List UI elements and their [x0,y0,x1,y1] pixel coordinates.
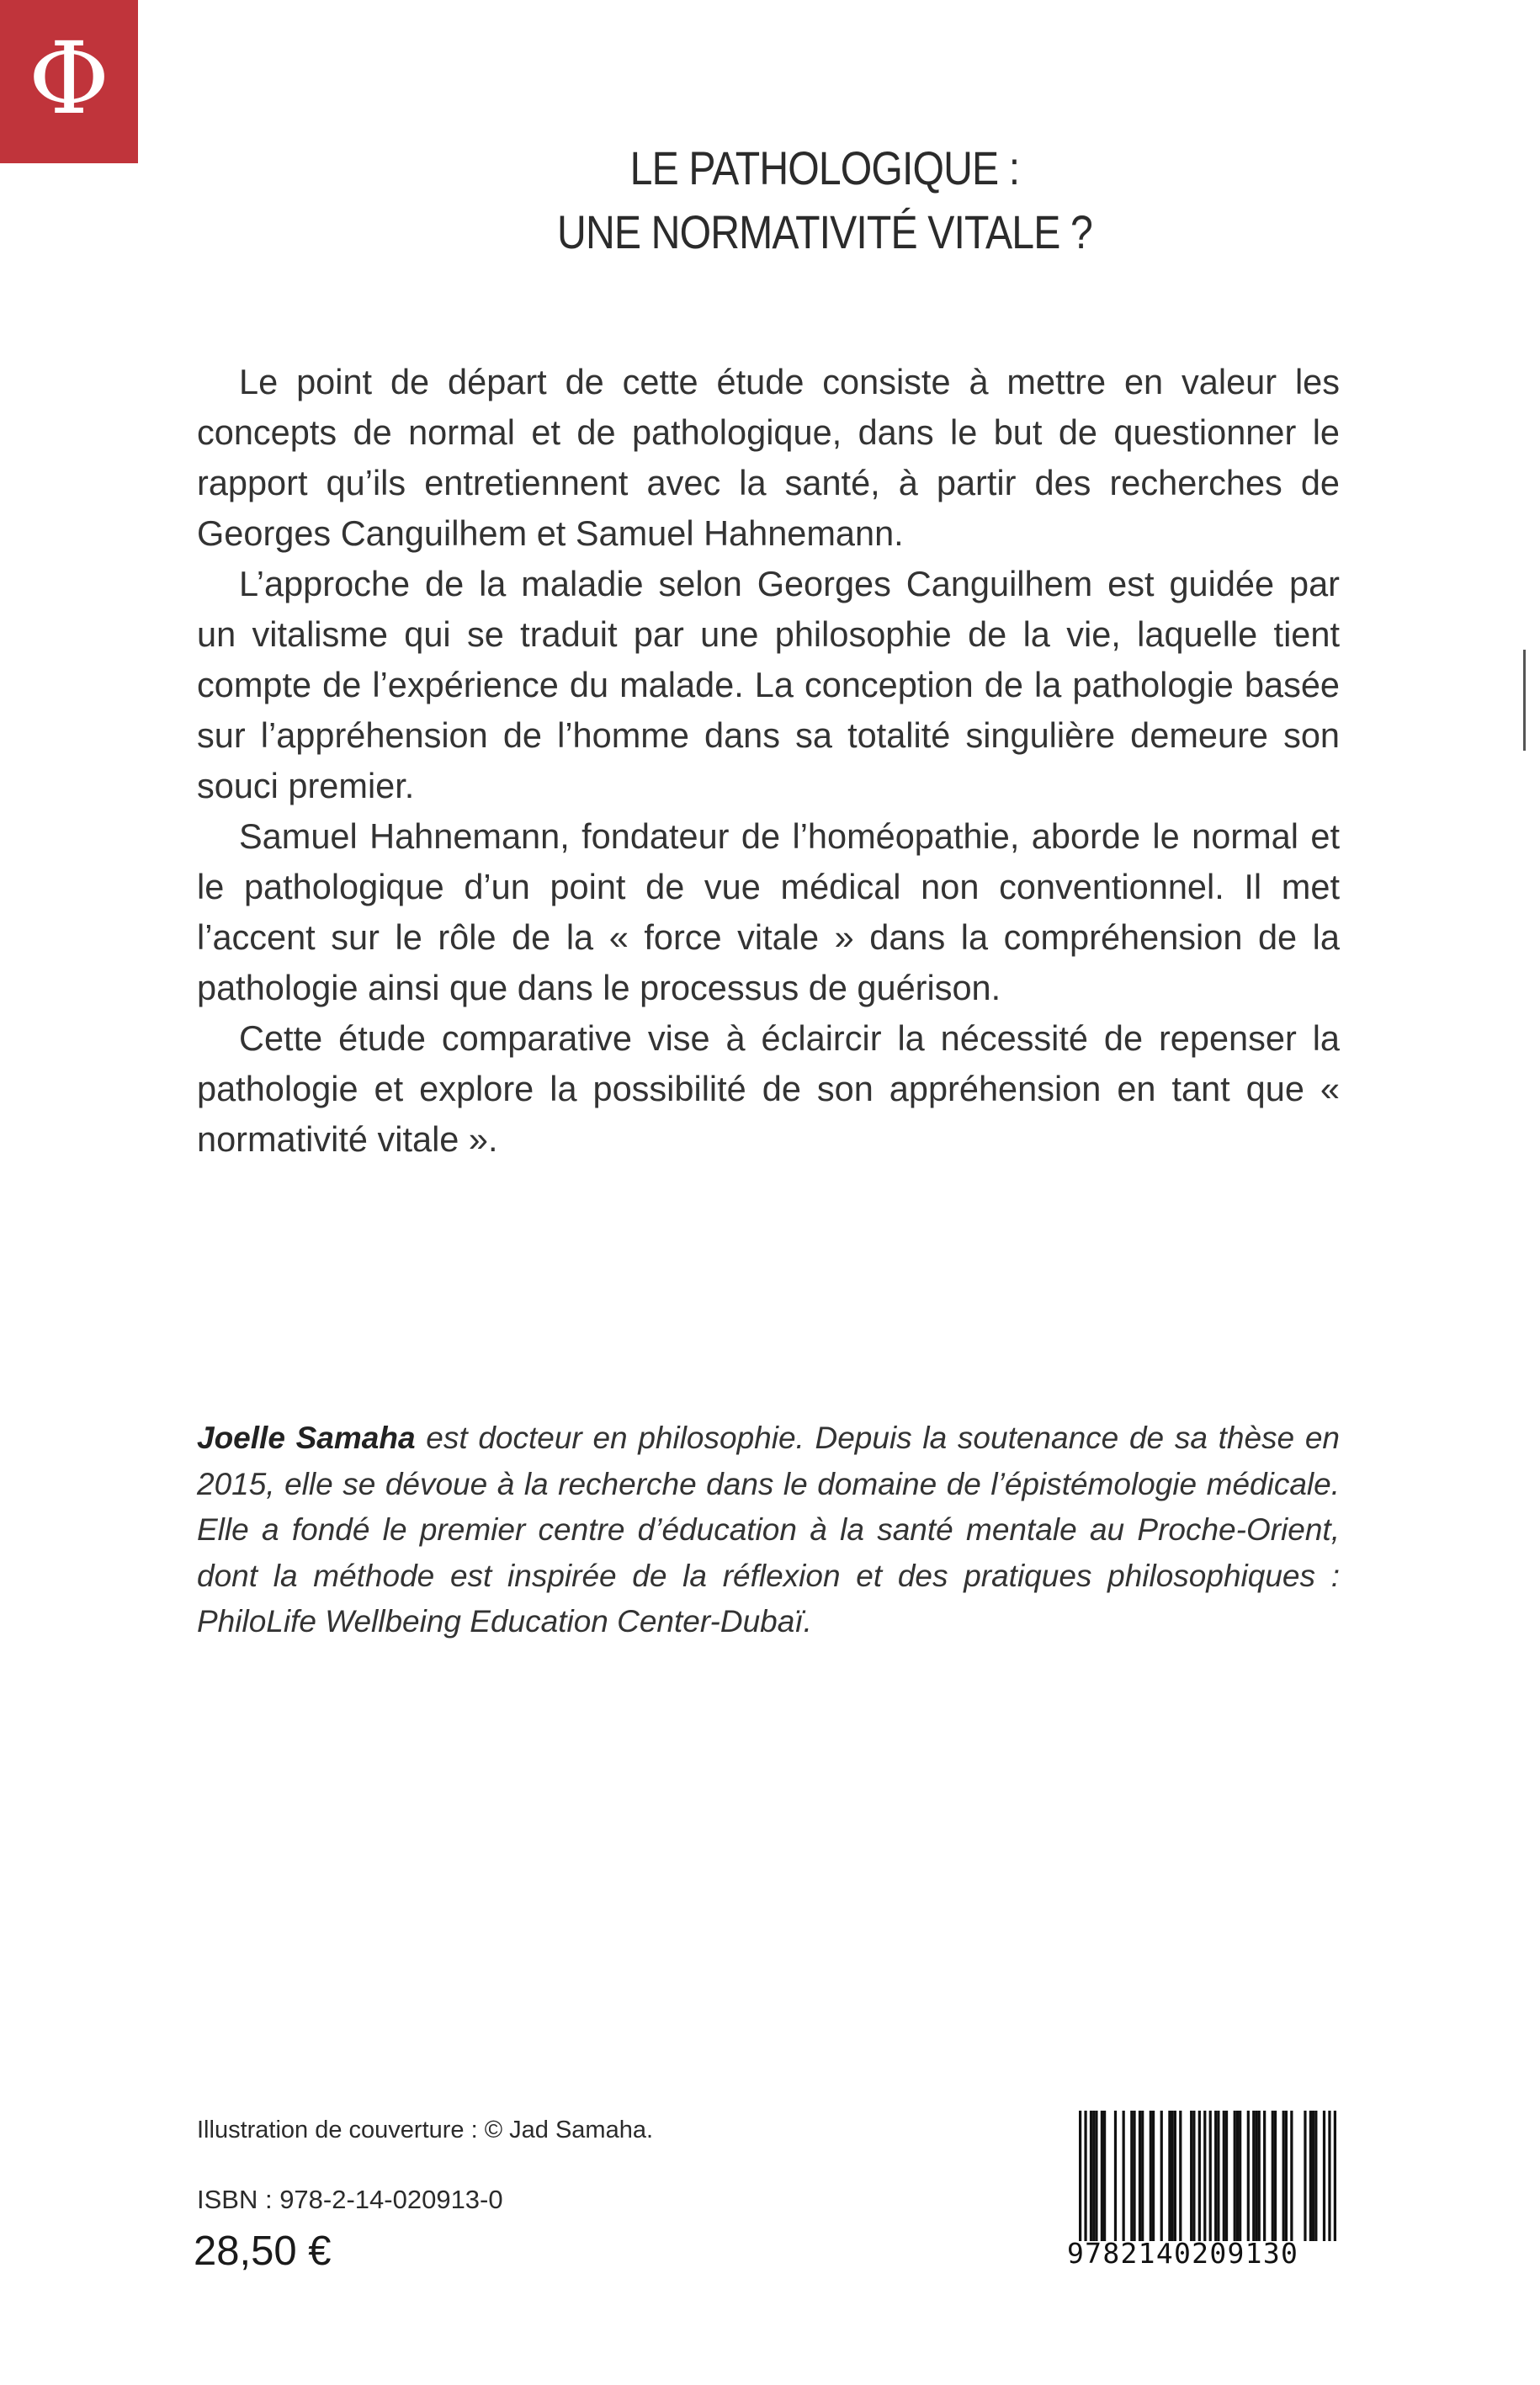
summary-paragraph: L’approche de la maladie selon Georges Canguilhem est guidée par un vitalisme qui se traduit par une philosophie de la vie, laquelle tient compte de l’expérience du malade. La conception de la pathologie basée sur l’appréhension de l’homme dans sa totalité singulière demeure son souci premier. [197,564,1340,805]
barcode-bar [1168,2111,1171,2241]
barcode-bar [1247,2111,1250,2241]
barcode-bar [1198,2111,1201,2241]
barcode-bar [1179,2111,1182,2241]
title-line-2: UNE NORMATIVITÉ VITALE ? [557,205,1092,258]
barcode-bar [1209,2111,1212,2241]
barcode-bar [1252,2111,1255,2241]
isbn: ISBN : 978-2-14-020913-0 [197,2185,503,2214]
barcode-bar [1309,2111,1312,2241]
barcode-bar [1274,2111,1277,2241]
barcode-bar [1192,2111,1195,2241]
author-name: Joelle Samaha [197,1421,416,1455]
barcode-bar [1133,2111,1135,2241]
barcode-bar [1234,2111,1236,2241]
barcode-bar [1079,2111,1081,2241]
barcode-bar [1258,2111,1261,2241]
barcode-bar [1084,2111,1086,2241]
barcode-bar [1152,2111,1155,2241]
barcode-bar [1171,2111,1174,2241]
author-bio [197,1416,1340,1645]
barcode-bar [1304,2111,1306,2241]
barcode-bar [1203,2111,1206,2241]
barcode-bar [1290,2111,1293,2241]
barcode-bar [1174,2111,1176,2241]
barcode-bar [1160,2111,1163,2241]
barcode [1067,2111,1336,2277]
barcode-bar [1141,2111,1144,2241]
barcode-bar [1114,2111,1117,2241]
barcode-bar [1323,2111,1325,2241]
barcode-bar [1334,2111,1336,2241]
edge-mark [1523,650,1526,751]
barcode-bar [1130,2111,1133,2241]
publisher-logo [0,0,138,163]
summary-paragraph: Cette étude comparative vise à éclaircir la nécessité de repenser la pathologie et explore la possibilité de son appréhension en tant que « normativité vitale ». [197,1018,1340,1159]
summary-paragraph: Le point de départ de cette étude consiste à mettre en valeur les concepts de normal et de pathologique, dans le but de questionner le rapport qu’ils entretiennent avec la santé, à partir des recherches de Georges Canguilhem et Samuel Hahnemann. [197,362,1340,553]
barcode-bar [1314,2111,1317,2241]
barcode-digits: 9782140209130 [1067,2237,1299,2270]
barcode-bar [1225,2111,1228,2241]
barcode-bar [1285,2111,1288,2241]
author-bio-text: est docteur en philosophie. Depuis la soutenance de sa thèse en 2015, elle se dévoue à la recherche dans le domaine de l’épistémologie médicale. Elle a fondé le premier centre d’éducation à la santé mentale au Proche-Orient, dont la méthode est inspirée de la réflexion et des pratiques philosophiques : PhiloLife Wellbeing Education Center-Dubaï. [197,1421,1340,1639]
summary-paragraph: Samuel Hahnemann, fondateur de l’homéopathie, aborde le normal et le pathologique d’un point de vue médical non conventionnel. Il met l’accent sur le rôle de la « force vitale » dans la compréhension de la pathologie ainsi que dans le processus de guérison. [197,816,1340,1007]
barcode-bar [1214,2111,1217,2241]
barcode-bar [1263,2111,1266,2241]
barcode-bar [1272,2111,1274,2241]
barcode-bar [1217,2111,1219,2241]
book-title [390,136,1259,264]
barcode-bar [1236,2111,1239,2241]
book-summary [197,357,1340,1165]
barcode-icon [1079,2111,1336,2241]
barcode-bar [1139,2111,1141,2241]
phi-logo-icon: Φ [28,20,110,136]
barcode-bar [1103,2111,1106,2241]
barcode-bar [1101,2111,1103,2241]
title-line-1: LE PATHOLOGIQUE : [629,141,1020,194]
barcode-bar [1255,2111,1257,2241]
cover-credit: Illustration de couverture : © Jad Samaha. [197,2117,654,2143]
price: 28,50 € [194,2228,332,2274]
barcode-bar [1282,2111,1285,2241]
barcode-bar [1190,2111,1192,2241]
barcode-bar [1239,2111,1241,2241]
barcode-bar [1123,2111,1125,2241]
barcode-bar [1090,2111,1092,2241]
barcode-bar [1312,2111,1314,2241]
barcode-bar [1223,2111,1225,2241]
barcode-bar [1150,2111,1152,2241]
barcode-bar [1328,2111,1330,2241]
barcode-bar [1095,2111,1097,2241]
barcode-bar [1092,2111,1095,2241]
